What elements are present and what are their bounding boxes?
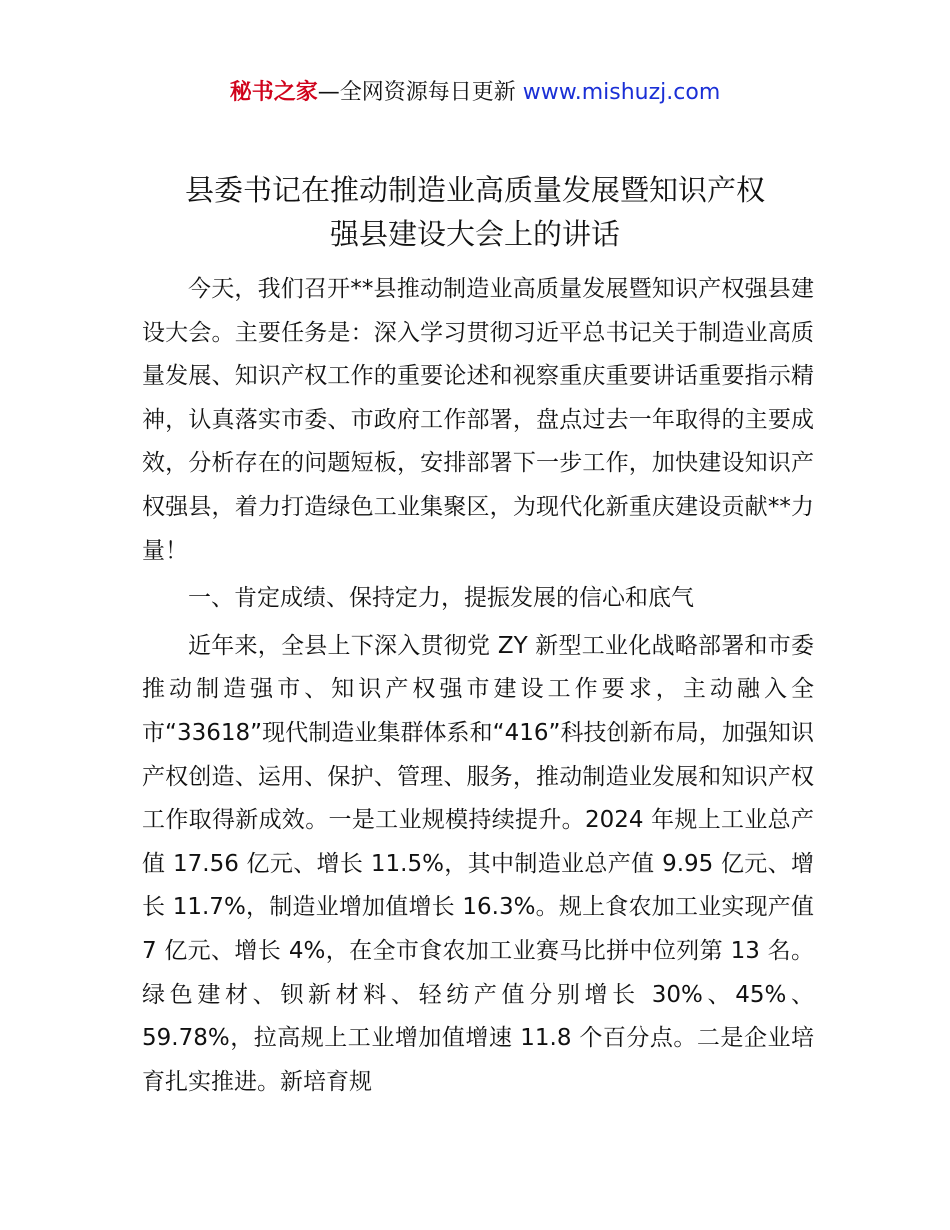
site-header — [0, 76, 950, 110]
site-brand: 秘书之家 — [229, 80, 318, 105]
document-title — [0, 168, 950, 256]
title-line-1: 县委书记在推动制造业高质量发展暨知识产权 — [184, 173, 765, 207]
body-paragraph: 近年来，全县上下深入贯彻党 ZY 新型工业化战略部署和市委推动制造强市、知识产权强市建设工作要求，主动融入全市“33618”现代制造业集群体系和“416”科技创新布局，加强知识产权创造、运用、保护、管理、服务，推动制造业发展和知识产权工作取得新成效。一是工业规模持续提升。2024 年规上工业总产值 17.56 亿元、增长 11.5%，其中制造业总产值 9.95 亿元、增长 11.7%，制造业增加值增长 16.3%。规上食农加工业实现产值 7 亿元、增长 4%，在全市食农加工业赛马比拼中位列第 13 名。绿色建材、钡新材料、轻纺产值分别增长 30%、45%、59.78%，拉高规上工业增加值增速 11.8 个百分点。二是企业培育扎实推进。新培育规 — [142, 632, 814, 1095]
document-body — [142, 268, 814, 1104]
site-tagline: —全网资源每日更新 — [317, 80, 523, 105]
title-line-2: 强县建设大会上的讲话 — [329, 217, 620, 251]
section-heading: 一、肯定成绩、保持定力，提振发展的信心和底气 — [188, 585, 694, 612]
intro-paragraph: 今天，我们召开**县推动制造业高质量发展暨知识产权强县建设大会。主要任务是：深入学习贯彻习近平总书记关于制造业高质量发展、知识产权工作的重要论述和视察重庆重要讲话重要指示精神，认真落实市委、市政府工作部署，盘点过去一年取得的主要成效，分析存在的问题短板，安排部署下一步工作，加快建设知识产权强县，着力打造绿色工业集聚区，为现代化新重庆建设贡献**力量！ — [142, 276, 814, 564]
site-url-link[interactable]: www.mishuzj.com — [522, 80, 721, 105]
